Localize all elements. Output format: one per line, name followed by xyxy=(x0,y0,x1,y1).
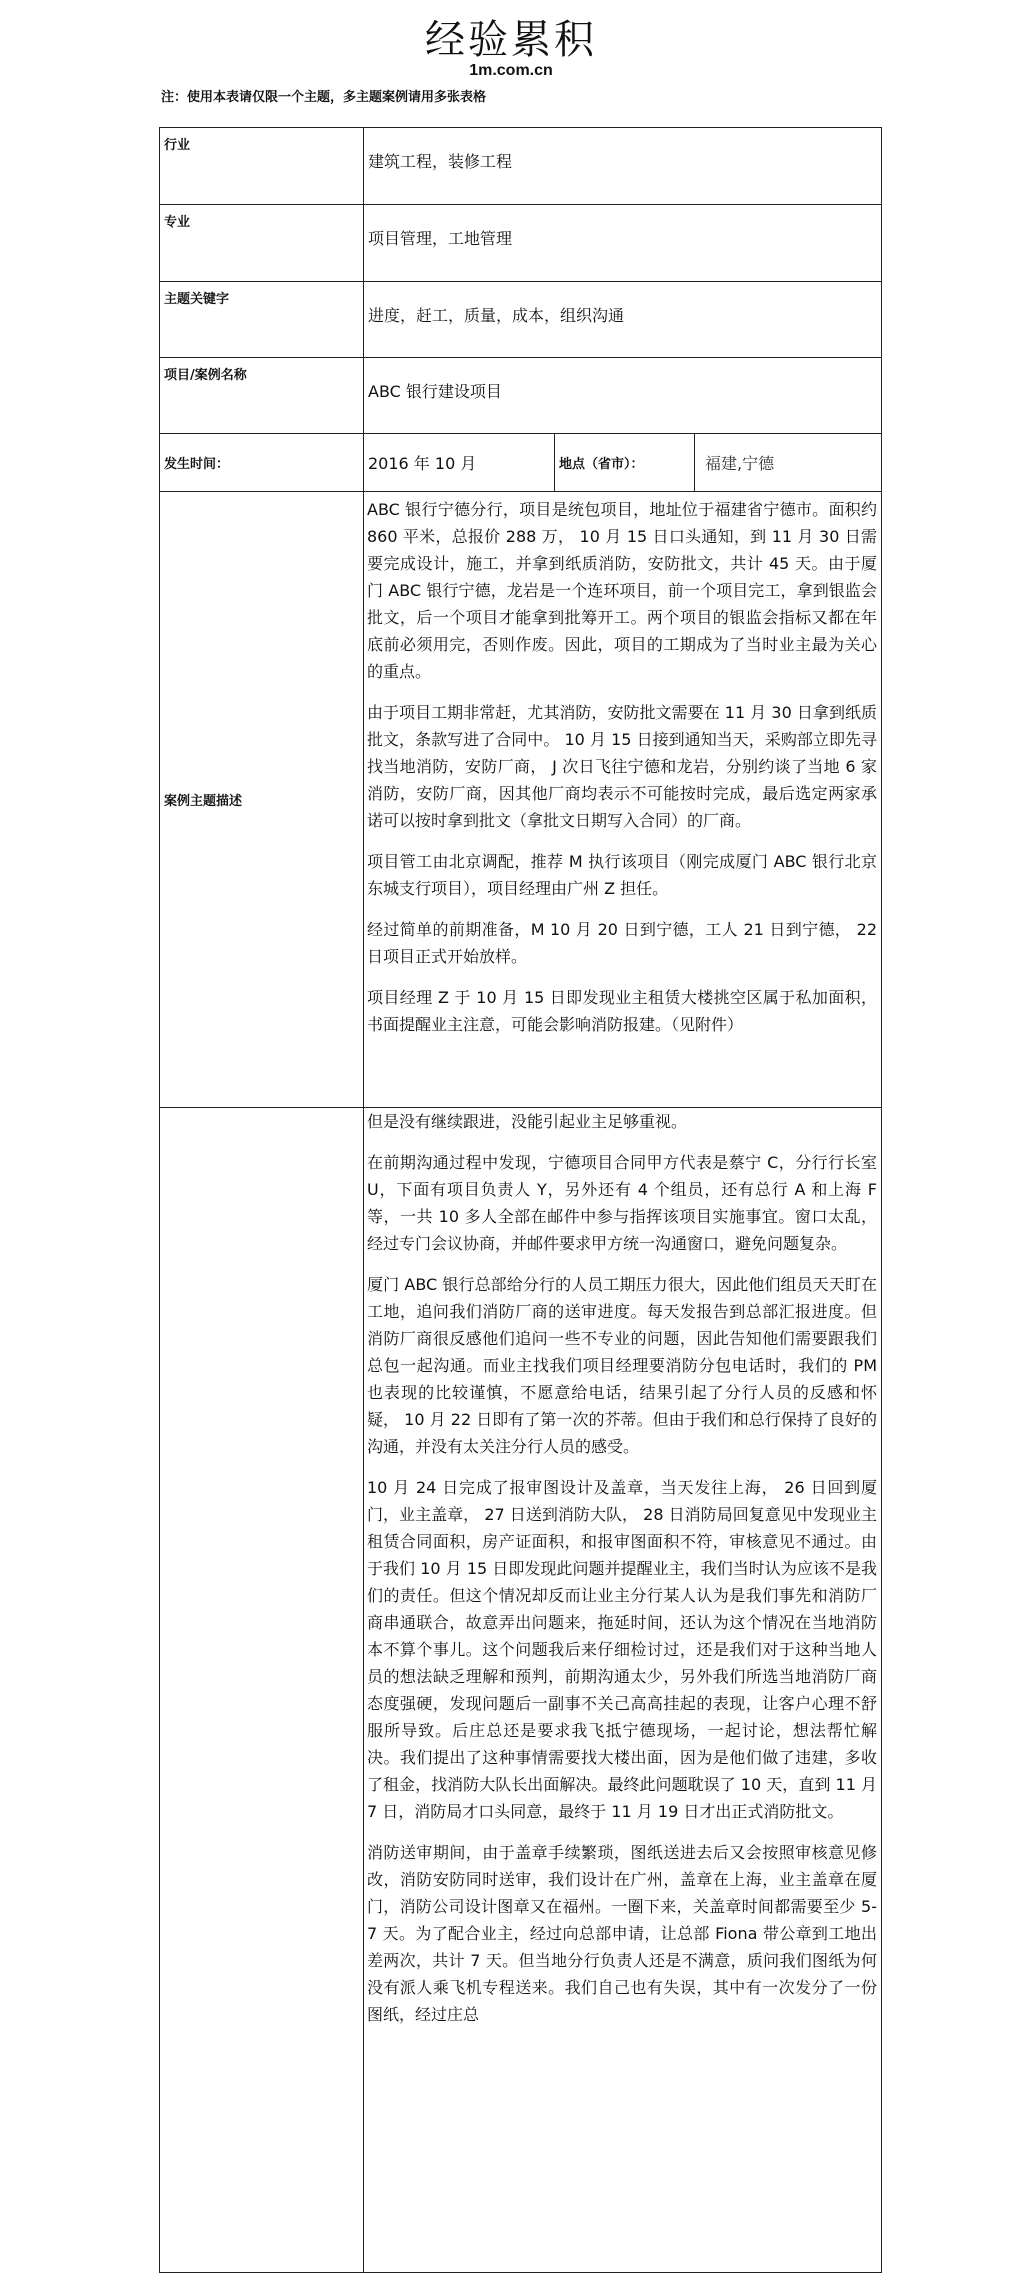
description-body-continued xyxy=(364,1108,882,2273)
row-description xyxy=(160,492,882,1108)
row-major xyxy=(160,205,882,282)
keywords-value: 进度，赶工，质量，成本，组织沟通 xyxy=(364,282,882,358)
paragraph: 厦门 ABC 银行总部给分行的人员工期压力很大，因此他们组员天天盯在工地，追问我们消防厂商的送审进度。每天发报告到总部汇报进度。但消防厂商很反感他们追问一些不专业的问题，因此告知他们需要跟我们总包一起沟通。而业主找我们项目经理要消防分包电话时，我们的 PM 也表现的比较谨慎，不愿意给电话，结果引起了分行人员的反感和怀疑， 10 月 22 日即有了第一次的芥蒂。但由于我们和总行保持了良好的沟通，并没有太关注分行人员的感受。 xyxy=(367,1275,877,1456)
row-description-continued xyxy=(160,1108,882,2273)
paragraph: 但是没有继续跟进，没能引起业主足够重视。 xyxy=(367,1112,688,1131)
project-value: ABC 银行建设项目 xyxy=(364,358,882,434)
keywords-label: 主题关键字 xyxy=(160,282,364,358)
row-time-location xyxy=(160,434,882,492)
time-value: 2016 年 10 月 xyxy=(364,434,555,492)
usage-note: 注：使用本表请仅限一个主题，多主题案例请用多张表格 xyxy=(161,90,487,105)
row-project xyxy=(160,358,882,434)
location-value: 福建,宁德 xyxy=(695,434,882,492)
major-label: 专业 xyxy=(160,205,364,282)
paragraph: 消防送审期间，由于盖章手续繁琐，图纸送进去后又会按照审核意见修改，消防安防同时送审，我们设计在广州，盖章在上海，业主盖章在厦门，消防公司设计图章又在福州。一圈下来，关盖章时间都需要至少 5-7 天。为了配合业主，经过向总部申请，让总部 Fiona 带公章到工地出差两次，共计 7 天。但当地分行负责人还是不满意，质问我们图纸为何没有派人乘飞机专程送来。我们自己也有失误，其中有一次发分了一份图纸，经过庄总 xyxy=(367,1843,877,2024)
major-value: 项目管理，工地管理 xyxy=(364,205,882,282)
industry-value: 建筑工程，装修工程 xyxy=(364,128,882,205)
paragraph: 由于项目工期非常赶，尤其消防，安防批文需要在 11 月 30 日拿到纸质批文，条款写进了合同中。 10 月 15 日接到通知当天，采购部立即先寻找当地消防，安防厂商， J 次日飞往宁德和龙岩，分别约谈了当地 6 家消防，安防厂商，因其他厂商均表示不可能按时完成，最后选定两家承诺可以按时拿到批文（拿批文日期写入合同）的厂商。 xyxy=(367,703,878,830)
paragraph: 项目管工由北京调配，推荐 M 执行该项目（刚完成厦门 ABC 银行北京东城支行项目），项目经理由广州 Z 担任。 xyxy=(367,852,878,898)
row-industry xyxy=(160,128,882,205)
description-label: 案例主题描述 xyxy=(160,492,364,1108)
paragraph: 在前期沟通过程中发现，宁德项目合同甲方代表是蔡宁 C，分行行长室 U，下面有项目负责人 Y，另外还有 4 个组员，还有总行 A 和上海 F 等，一共 10 多人全部在邮件中参与指挥该项目实施事宜。窗口太乱，经过专门会议协商，并邮件要求甲方统一沟通窗口，避免问题复杂。 xyxy=(367,1153,877,1253)
project-label: 项目/案例名称 xyxy=(160,358,364,434)
location-label: 地点（省市）： xyxy=(555,434,695,492)
empty-label-cell xyxy=(160,1108,364,2273)
industry-label: 行业 xyxy=(160,128,364,205)
case-form-table-continued xyxy=(159,1107,882,2273)
paragraph: 10 月 24 日完成了报审图设计及盖章，当天发往上海， 26 日回到厦门，业主盖章， 27 日送到消防大队， 28 日消防局回复意见中发现业主租赁合同面积，房产证面积，和报审图面积不符，审核意见不通过。由于我们 10 月 15 日即发现此问题并提醒业主，我们当时认为应该不是我们的责任。但这个情况却反而让业主分行某人认为是我们事先和消防厂商串通联合，故意弄出问题来，拖延时间，还认为这个情况在当地消防本不算个事儿。这个问题我后来仔细检讨过，还是我们对于这种当地人员的想法缺乏理解和预判，前期沟通太少，另外我们所选当地消防厂商态度强硬，发现问题后一副事不关己高高挂起的表现，让客户心理不舒服所导致。后庄总还是要求我飞抵宁德现场，一起讨论，想法帮忙解决。我们提出了这种事情需要找大楼出面，因为是他们做了违建，多收了租金，找消防大队长出面解决。最终此问题耽误了 10 天，直到 11 月 7 日，消防局才口头同意，最终于 11 月 19 日才出正式消防批文。 xyxy=(367,1478,877,1821)
paragraph: 经过简单的前期准备，M 10 月 20 日到宁德，工人 21 日到宁德， 22 日项目正式开始放样。 xyxy=(367,920,878,966)
row-keywords xyxy=(160,282,882,358)
paragraph: 项目经理 Z 于 10 月 15 日即发现业主租赁大楼挑空区属于私加面积，书面提醒业主注意，可能会影响消防报建。（见附件） xyxy=(367,988,878,1034)
time-label: 发生时间： xyxy=(160,434,364,492)
site-url: 1m.com.cn xyxy=(469,62,553,79)
description-body xyxy=(364,492,882,1108)
case-form-table xyxy=(159,127,882,1108)
paragraph: ABC 银行宁德分行，项目是统包项目，地址位于福建省宁德市。面积约 860 平米，总报价 288 万， 10 月 15 日口头通知，到 11 月 30 日需要完成设计，施工，并拿到纸质消防，安防批文，共计 45 天。由于厦门 ABC 银行宁德，龙岩是一个连环项目，前一个项目完工，拿到银监会批文，后一个项目才能拿到批筹开工。两个项目的银监会指标又都在年底前必须用完，否则作废。因此，项目的工期成为了当时业主最为关心的重点。 xyxy=(367,500,878,681)
page-title: 经验累积 xyxy=(425,17,597,63)
